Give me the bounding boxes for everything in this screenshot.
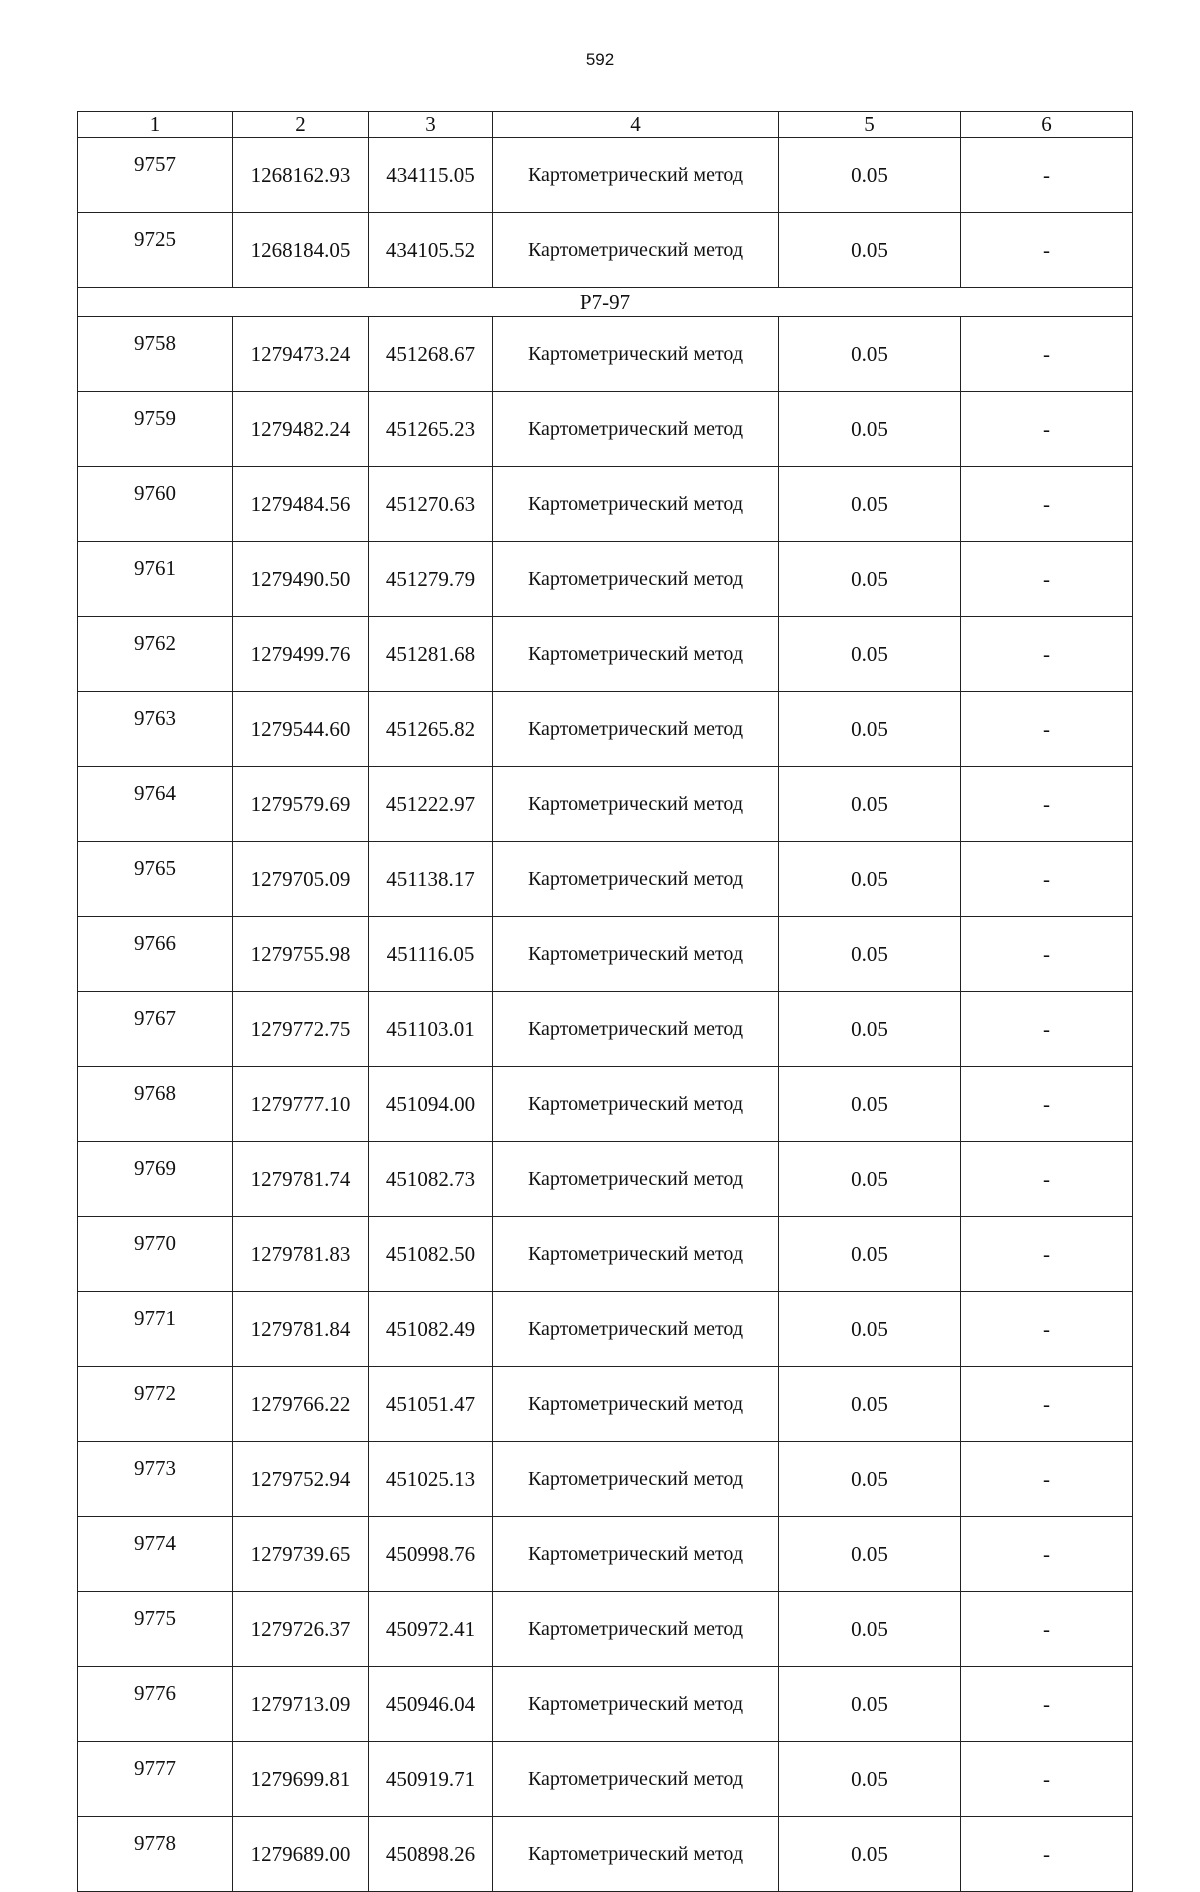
header-cell-col-3: 3: [369, 112, 493, 138]
header-cell-col-6: 6: [961, 112, 1133, 138]
table-row: [78, 917, 1133, 992]
note-cell: -: [961, 317, 1133, 392]
point-number-cell: 9768: [78, 1067, 233, 1142]
table-row: [78, 692, 1133, 767]
note-cell: -: [961, 392, 1133, 467]
table-header-row: [78, 112, 1133, 138]
accuracy-cell: 0.05: [779, 617, 961, 692]
x-coordinate-cell: 1279699.81: [233, 1742, 369, 1817]
note-cell: -: [961, 467, 1133, 542]
header-cell-col-4: 4: [493, 112, 779, 138]
accuracy-cell: 0.05: [779, 213, 961, 288]
method-cell: Картометрический метод: [493, 1817, 779, 1892]
method-cell: Картометрический метод: [493, 317, 779, 392]
point-number-cell: 9777: [78, 1742, 233, 1817]
note-cell: -: [961, 617, 1133, 692]
y-coordinate-cell: 451265.82: [369, 692, 493, 767]
page-number: 592: [585, 50, 615, 69]
y-coordinate-cell: 451116.05: [369, 917, 493, 992]
point-number-cell: 9766: [78, 917, 233, 992]
y-coordinate-cell: 451082.73: [369, 1142, 493, 1217]
header-cell-col-5: 5: [779, 112, 961, 138]
y-coordinate-cell: 450919.71: [369, 1742, 493, 1817]
method-cell: Картометрический метод: [493, 1217, 779, 1292]
method-cell: Картометрический метод: [493, 542, 779, 617]
note-cell: -: [961, 1217, 1133, 1292]
note-cell: -: [961, 213, 1133, 288]
table-row: [78, 1442, 1133, 1517]
table-row: [78, 542, 1133, 617]
y-coordinate-cell: 450946.04: [369, 1667, 493, 1742]
table-row: [78, 767, 1133, 842]
method-cell: Картометрический метод: [493, 1292, 779, 1367]
table-row: [78, 1367, 1133, 1442]
y-coordinate-cell: 451082.50: [369, 1217, 493, 1292]
point-number-cell: 9725: [78, 213, 233, 288]
point-number-cell: 9775: [78, 1592, 233, 1667]
method-cell: Картометрический метод: [493, 842, 779, 917]
method-cell: Картометрический метод: [493, 1367, 779, 1442]
x-coordinate-cell: 1279579.69: [233, 767, 369, 842]
accuracy-cell: 0.05: [779, 1517, 961, 1592]
method-cell: Картометрический метод: [493, 1742, 779, 1817]
note-cell: -: [961, 917, 1133, 992]
point-number-cell: 9761: [78, 542, 233, 617]
table-row: [78, 213, 1133, 288]
x-coordinate-cell: 1268162.93: [233, 138, 369, 213]
point-number-cell: 9776: [78, 1667, 233, 1742]
accuracy-cell: 0.05: [779, 1292, 961, 1367]
point-number-cell: 9760: [78, 467, 233, 542]
accuracy-cell: 0.05: [779, 1142, 961, 1217]
note-cell: -: [961, 1367, 1133, 1442]
method-cell: Картометрический метод: [493, 1067, 779, 1142]
note-cell: -: [961, 1292, 1133, 1367]
x-coordinate-cell: 1279713.09: [233, 1667, 369, 1742]
y-coordinate-cell: 451082.49: [369, 1292, 493, 1367]
accuracy-cell: 0.05: [779, 767, 961, 842]
note-cell: -: [961, 767, 1133, 842]
point-number-cell: 9770: [78, 1217, 233, 1292]
point-number-cell: 9772: [78, 1367, 233, 1442]
accuracy-cell: 0.05: [779, 1667, 961, 1742]
x-coordinate-cell: 1279473.24: [233, 317, 369, 392]
y-coordinate-cell: 451270.63: [369, 467, 493, 542]
note-cell: -: [961, 992, 1133, 1067]
note-cell: -: [961, 1667, 1133, 1742]
accuracy-cell: 0.05: [779, 1217, 961, 1292]
point-number-cell: 9765: [78, 842, 233, 917]
accuracy-cell: 0.05: [779, 542, 961, 617]
note-cell: -: [961, 1067, 1133, 1142]
x-coordinate-cell: 1279755.98: [233, 917, 369, 992]
accuracy-cell: 0.05: [779, 992, 961, 1067]
method-cell: Картометрический метод: [493, 392, 779, 467]
point-number-cell: 9771: [78, 1292, 233, 1367]
accuracy-cell: 0.05: [779, 392, 961, 467]
note-cell: -: [961, 1442, 1133, 1517]
table-row: [78, 317, 1133, 392]
y-coordinate-cell: 451138.17: [369, 842, 493, 917]
table-row: [78, 1142, 1133, 1217]
point-number-cell: 9759: [78, 392, 233, 467]
method-cell: Картометрический метод: [493, 917, 779, 992]
table-body: [78, 112, 1133, 1892]
point-number-cell: 9758: [78, 317, 233, 392]
x-coordinate-cell: 1279484.56: [233, 467, 369, 542]
table-row: [78, 1817, 1133, 1892]
accuracy-cell: 0.05: [779, 317, 961, 392]
point-number-cell: 9762: [78, 617, 233, 692]
accuracy-cell: 0.05: [779, 842, 961, 917]
note-cell: -: [961, 542, 1133, 617]
y-coordinate-cell: 434115.05: [369, 138, 493, 213]
y-coordinate-cell: 450972.41: [369, 1592, 493, 1667]
table-row: [78, 1292, 1133, 1367]
x-coordinate-cell: 1279781.74: [233, 1142, 369, 1217]
x-coordinate-cell: 1279544.60: [233, 692, 369, 767]
accuracy-cell: 0.05: [779, 692, 961, 767]
table-row: [78, 392, 1133, 467]
point-number-cell: 9773: [78, 1442, 233, 1517]
method-cell: Картометрический метод: [493, 467, 779, 542]
y-coordinate-cell: 451025.13: [369, 1442, 493, 1517]
section-header-row: [78, 288, 1133, 317]
note-cell: -: [961, 1142, 1133, 1217]
x-coordinate-cell: 1268184.05: [233, 213, 369, 288]
point-number-cell: 9769: [78, 1142, 233, 1217]
table-row: [78, 1217, 1133, 1292]
method-cell: Картометрический метод: [493, 213, 779, 288]
point-number-cell: 9778: [78, 1817, 233, 1892]
x-coordinate-cell: 1279752.94: [233, 1442, 369, 1517]
y-coordinate-cell: 450898.26: [369, 1817, 493, 1892]
note-cell: -: [961, 842, 1133, 917]
y-coordinate-cell: 450998.76: [369, 1517, 493, 1592]
point-number-cell: 9764: [78, 767, 233, 842]
method-cell: Картометрический метод: [493, 1442, 779, 1517]
table-row: [78, 1517, 1133, 1592]
point-number-cell: 9757: [78, 138, 233, 213]
y-coordinate-cell: 451051.47: [369, 1367, 493, 1442]
accuracy-cell: 0.05: [779, 1442, 961, 1517]
y-coordinate-cell: 451281.68: [369, 617, 493, 692]
x-coordinate-cell: 1279689.00: [233, 1817, 369, 1892]
x-coordinate-cell: 1279781.83: [233, 1217, 369, 1292]
note-cell: -: [961, 692, 1133, 767]
method-cell: Картометрический метод: [493, 1592, 779, 1667]
y-coordinate-cell: 451279.79: [369, 542, 493, 617]
header-cell-col-1: 1: [78, 112, 233, 138]
x-coordinate-cell: 1279739.65: [233, 1517, 369, 1592]
point-number-cell: 9767: [78, 992, 233, 1067]
table-row: [78, 1592, 1133, 1667]
table-row: [78, 842, 1133, 917]
accuracy-cell: 0.05: [779, 1367, 961, 1442]
accuracy-cell: 0.05: [779, 917, 961, 992]
method-cell: Картометрический метод: [493, 617, 779, 692]
x-coordinate-cell: 1279777.10: [233, 1067, 369, 1142]
x-coordinate-cell: 1279705.09: [233, 842, 369, 917]
table-row: [78, 138, 1133, 213]
table-row: [78, 1742, 1133, 1817]
x-coordinate-cell: 1279726.37: [233, 1592, 369, 1667]
note-cell: -: [961, 1517, 1133, 1592]
method-cell: Картометрический метод: [493, 692, 779, 767]
note-cell: -: [961, 1742, 1133, 1817]
point-number-cell: 9763: [78, 692, 233, 767]
x-coordinate-cell: 1279490.50: [233, 542, 369, 617]
table-row: [78, 617, 1133, 692]
x-coordinate-cell: 1279482.24: [233, 392, 369, 467]
accuracy-cell: 0.05: [779, 138, 961, 213]
coordinates-table: [77, 111, 1133, 1892]
method-cell: Картометрический метод: [493, 992, 779, 1067]
y-coordinate-cell: 451265.23: [369, 392, 493, 467]
note-cell: -: [961, 1592, 1133, 1667]
y-coordinate-cell: 451268.67: [369, 317, 493, 392]
method-cell: Картометрический метод: [493, 1517, 779, 1592]
x-coordinate-cell: 1279772.75: [233, 992, 369, 1067]
accuracy-cell: 0.05: [779, 1742, 961, 1817]
method-cell: Картометрический метод: [493, 767, 779, 842]
method-cell: Картометрический метод: [493, 138, 779, 213]
note-cell: -: [961, 138, 1133, 213]
x-coordinate-cell: 1279766.22: [233, 1367, 369, 1442]
y-coordinate-cell: 451094.00: [369, 1067, 493, 1142]
method-cell: Картометрический метод: [493, 1142, 779, 1217]
accuracy-cell: 0.05: [779, 1817, 961, 1892]
table-row: [78, 467, 1133, 542]
section-label: P7-97: [78, 288, 1133, 317]
y-coordinate-cell: 451103.01: [369, 992, 493, 1067]
table-row: [78, 1067, 1133, 1142]
point-number-cell: 9774: [78, 1517, 233, 1592]
header-cell-col-2: 2: [233, 112, 369, 138]
accuracy-cell: 0.05: [779, 1592, 961, 1667]
method-cell: Картометрический метод: [493, 1667, 779, 1742]
accuracy-cell: 0.05: [779, 1067, 961, 1142]
table-row: [78, 992, 1133, 1067]
x-coordinate-cell: 1279781.84: [233, 1292, 369, 1367]
accuracy-cell: 0.05: [779, 467, 961, 542]
x-coordinate-cell: 1279499.76: [233, 617, 369, 692]
note-cell: -: [961, 1817, 1133, 1892]
table-row: [78, 1667, 1133, 1742]
y-coordinate-cell: 434105.52: [369, 213, 493, 288]
y-coordinate-cell: 451222.97: [369, 767, 493, 842]
